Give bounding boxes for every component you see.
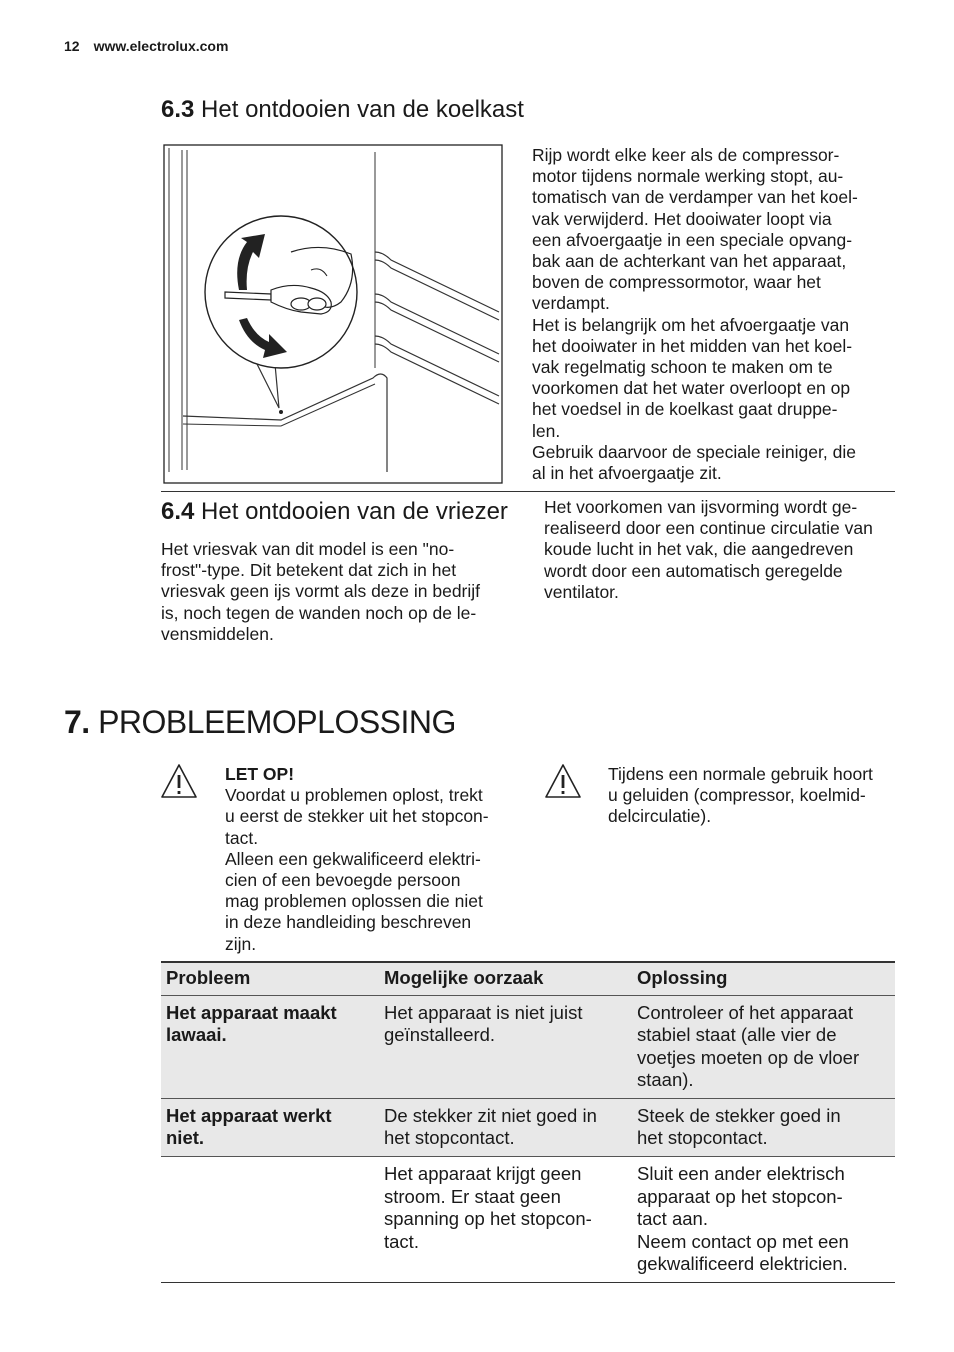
paragraph-line: Gebruik daarvoor de speciale reiniger, die (532, 441, 856, 462)
warning-line: Tijdens een normale gebruik hoort (608, 764, 873, 784)
cell-line: Het apparaat maakt (166, 1001, 337, 1023)
warning-line: Voordat u problemen oplost, trekt (225, 785, 483, 806)
paragraph-line: vak verwijderd. Het dooiwater loopt via (532, 208, 832, 229)
cell-line: Steek de stekker goed in (637, 1104, 841, 1126)
cell-line: gekwalificeerd elektricien. (637, 1253, 848, 1275)
table-row (161, 1098, 895, 1156)
warning-left-text (225, 764, 489, 955)
section-divider (161, 491, 895, 492)
section-6-3-paragraph (532, 145, 858, 484)
cell-line: geïnstalleerd. (384, 1024, 496, 1046)
cell-solution (632, 1157, 895, 1283)
paragraph-line: voorkomen dat het water overloopt en op (532, 378, 851, 399)
cell-line: apparaat op het stopcon- (637, 1185, 843, 1207)
paragraph-line: boven de compressormotor, waar het (532, 272, 821, 293)
cell-line: het stopcontact. (384, 1127, 515, 1149)
cell-solution (632, 995, 895, 1098)
chapter-7-title (64, 704, 456, 741)
section-6-4-number: 6.4 (161, 498, 195, 525)
warning-line: u geluiden (compressor, koelmid- (608, 785, 866, 806)
troubleshooting-table (161, 961, 895, 1283)
cell-problem (161, 1098, 379, 1156)
warning-line: zijn. (225, 933, 257, 954)
warning-line: mag problemen oplossen die niet (225, 891, 483, 912)
cell-line: het stopcontact. (637, 1127, 768, 1149)
cell-line: Het apparaat krijgt geen (384, 1163, 582, 1185)
paragraph-line: tomatisch van de verdamper van het koel- (532, 187, 858, 208)
table-header-row (161, 962, 895, 995)
cell-cause (379, 995, 632, 1098)
cell-line: Neem contact op met een (637, 1230, 849, 1252)
paragraph-line: vriesvak geen ijs vormt als deze in bedrijf (161, 581, 481, 602)
paragraph-line: wordt door een automatisch geregelde (544, 560, 843, 581)
warning-line: tact. (225, 827, 259, 848)
warning-line: u eerst de stekker uit het stopcon- (225, 806, 489, 827)
paragraph-line: het voedsel in de koelkast gaat druppe- (532, 399, 838, 420)
cell-line: stroom. Er staat geen (384, 1185, 561, 1207)
paragraph-line: koude lucht in het vak, die aangedreven (544, 539, 854, 560)
cell-problem (161, 995, 379, 1098)
cell-problem (161, 1157, 379, 1283)
section-6-3-number: 6.3 (161, 96, 195, 123)
warning-line: Alleen een gekwalificeerd elektri- (225, 848, 481, 869)
chapter-7-number: 7. (64, 704, 90, 740)
page-number: 12 (64, 38, 80, 54)
paragraph-line: frost"-type. Dit betekent dat zich in het (161, 560, 457, 581)
paragraph-line: Het vriesvak van dit model is een "no- (161, 539, 455, 559)
cell-line: tact aan. (637, 1208, 708, 1230)
paragraph-line: verdampt. (532, 293, 610, 314)
header-oplossing: Oplossing (632, 962, 895, 995)
cell-solution (632, 1098, 895, 1156)
section-6-4-left-paragraph (161, 539, 480, 645)
paragraph-line: een afvoergaatje in een speciale opvang- (532, 229, 853, 250)
section-6-3-title (161, 96, 524, 124)
section-6-4-right-paragraph (544, 497, 873, 603)
warning-triangle-icon (544, 763, 582, 799)
header-probleem: Probleem (161, 962, 379, 995)
warning-heading: LET OP! (225, 764, 295, 784)
paragraph-line: Het voorkomen van ijsvorming wordt ge- (544, 497, 858, 517)
paragraph-line: ventilator. (544, 581, 619, 602)
cell-line: spanning op het stopcon- (384, 1208, 592, 1230)
paragraph-line: vensmiddelen. (161, 623, 274, 644)
page-header (64, 38, 228, 54)
cell-line: Het apparaat is niet juist (384, 1001, 583, 1023)
paragraph-line: al in het afvoergaatje zit. (532, 463, 722, 484)
header-oorzaak: Mogelijke oorzaak (379, 962, 632, 995)
paragraph-line: vak regelmatig schoon te maken om te (532, 357, 833, 378)
paragraph-line: bak aan de achterkant van het apparaat, (532, 251, 847, 272)
warning-line: in deze handleiding beschreven (225, 912, 472, 933)
paragraph-line: len. (532, 420, 561, 441)
warning-line: delcirculatie). (608, 806, 712, 827)
section-6-4-title (161, 498, 508, 526)
cell-cause (379, 1157, 632, 1283)
cell-line: stabiel staat (alle vier de (637, 1024, 837, 1046)
paragraph-line: motor tijdens normale werking stopt, au- (532, 166, 844, 187)
paragraph-line: het dooiwater in het midden van het koel- (532, 335, 853, 356)
cell-line: lawaai. (166, 1024, 227, 1046)
cell-line: tact. (384, 1230, 419, 1252)
warning-line: cien of een bevoegde persoon (225, 870, 461, 891)
cell-line: De stekker zit niet goed in (384, 1104, 597, 1126)
warning-right-text (608, 764, 873, 828)
cell-cause (379, 1098, 632, 1156)
paragraph-line: Rijp wordt elke keer als de compressor- (532, 145, 840, 165)
table-row (161, 995, 895, 1098)
cell-line: staan). (637, 1069, 694, 1091)
cell-line: niet. (166, 1127, 205, 1149)
cell-line: voetjes moeten op de vloer (637, 1046, 860, 1068)
cell-line: Controleer of het apparaat (637, 1001, 853, 1023)
paragraph-line: Het is belangrijk om het afvoergaatje van (532, 314, 850, 335)
paragraph-line: is, noch tegen de wanden noch op de le- (161, 602, 477, 623)
paragraph-line: realiseerd door een continue circulatie van (544, 518, 873, 539)
warning-triangle-icon (160, 763, 198, 799)
section-6-4-heading: Het ontdooien van de vriezer (201, 498, 508, 525)
cell-line: Sluit een ander elektrisch (637, 1163, 845, 1185)
chapter-7-heading: PROBLEEMOPLOSSING (98, 704, 456, 740)
table-row (161, 1157, 895, 1283)
section-6-3-heading: Het ontdooien van de koelkast (201, 96, 524, 123)
website-url: www.electrolux.com (93, 38, 229, 54)
cell-line: Het apparaat werkt (166, 1104, 332, 1126)
fridge-drain-illustration (161, 142, 505, 486)
